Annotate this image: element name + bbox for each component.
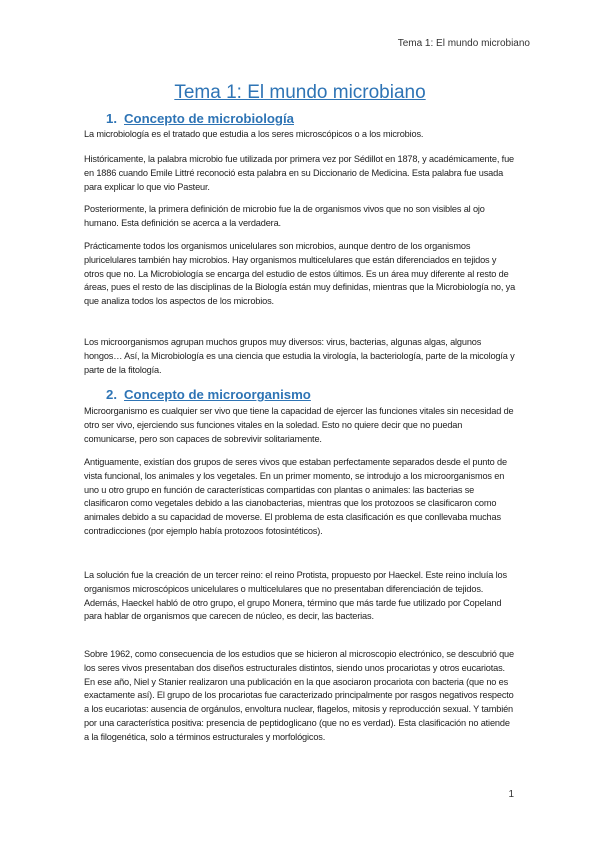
paragraph: [84, 128, 516, 142]
paragraph: [84, 153, 516, 194]
paragraph-text: La solución fue la creación de un tercer reino: el reino Protista, propuesto por Haeckel. Este reino incluía los organismos microscópicos unicelulares o multicelulares que no presentaban diferenciación de tejidos. Además, Haeckel habló de otro grupo, el grupo Monera, término que más tarde fue utilizado por Copeland para hablar de organismos que carecen de núcleo, es decir, las bacterias.: [84, 570, 507, 622]
paragraph-text: La microbiología es el tratado que estudia a los seres microscópicos o a los microbios.: [84, 129, 424, 139]
paragraph: [84, 405, 516, 446]
paragraph: [84, 569, 516, 624]
section-heading: [84, 111, 516, 126]
paragraph: [84, 456, 516, 539]
section-heading: [84, 387, 516, 402]
section-1-heading-block: [84, 111, 516, 126]
paragraph: [84, 240, 516, 309]
paragraph-text: Los microorganismos agrupan muchos grupos muy diversos: virus, bacterias, algunas algas, algunos hongos… Así, la Microbiología es una ciencia que estudia la virología, la bacteriología, parte de la micología y parte de la fitología.: [84, 337, 515, 375]
section-title: Concepto de microbiología: [124, 111, 294, 126]
paragraph-text: Históricamente, la palabra microbio fue utilizada por primera vez por Sédillot en 1878, y académicamente, fue en 1886 cuando Emile Littré reconoció esta palabra en su Diccionario de Medicina. Esta palabra fue usada para explicar lo que vio Pasteur.: [84, 154, 514, 192]
page-number: 1: [508, 789, 514, 800]
paragraph: [84, 648, 516, 745]
page-title: Tema 1: El mundo microbiano: [174, 82, 426, 103]
section-title: Concepto de microorganismo: [124, 387, 311, 402]
section-number: 1.: [106, 111, 117, 126]
section-number: 2.: [106, 387, 117, 402]
section-2-heading-block: [84, 387, 516, 402]
paragraph: [84, 203, 516, 231]
paragraph-text: Posteriormente, la primera definición de microbio fue la de organismos vivos que no son visibles al ojo humano. Esta definición se acerca a la verdadera.: [84, 204, 485, 228]
paragraph-text: Prácticamente todos los organismos unicelulares son microbios, aunque dentro de los organismos pluricelulares también hay microbios. Hay organismos multicelulares que están diferenciados en tejidos y otros que no. La Microbiología se encarga del estudio de estos últimos. Es un área muy diferente al resto de áreas, pues el resto de las disciplinas de la Biología están muy definidas, mientras que la Microbiología no, ya que analiza todos los aspectos de los microbios.: [84, 241, 516, 307]
running-header: Tema 1: El mundo microbiano: [397, 38, 530, 49]
paragraph-text: Microorganismo es cualquier ser vivo que tiene la capacidad de ejercer las funciones vitales sin necesidad de otro ser vivo, ejerciendo sus funciones vitales en la soledad. Esto no quiere decir que no puedan comunicarse, pero son capaces de sobrevivir solitariamente.: [84, 406, 514, 444]
paragraph: [84, 336, 516, 377]
paragraph-text: Sobre 1962, como consecuencia de los estudios que se hicieron al microscopio electrónico, se descubrió que los seres vivos presentaban dos diseños estructurales distintos, siendo unos procariotas y otros eucariotas. En ese año, Niel y Stanier realizaron una publicación en la que asociaron procariota con bacteria (que no es exactamente así). El grupo de los procariotas fue caracterizado principalmente por rasgos negativos respecto a los eucariotas: ausencia de orgánulos, envoltura nuclear, flagelos, mitosis y reproducción sexual. Y también por una característica positiva: presencia de peptidoglicano (que no es verdad). Esta clasificación no atiende a la filogenética, solo a términos estructurales y morfológicos.: [84, 649, 514, 742]
paragraph-text: Antiguamente, existían dos grupos de seres vivos que estaban perfectamente separados desde el punto de vista funcional, los animales y los vegetales. En un primer momento, se introdujo a los microorganismos en uno u otro grupo en función de características compartidas con plantas o animales: las bacterias se clasificaron como vegetales debido a las cianobacterias, mientras que los protozoos se clasificaron como animales debido a su capacidad de moverse. El problema de esta clasificación es que conllevaba muchas contradicciones (por ejemplo había protozoos fotosintéticos).: [84, 457, 507, 536]
